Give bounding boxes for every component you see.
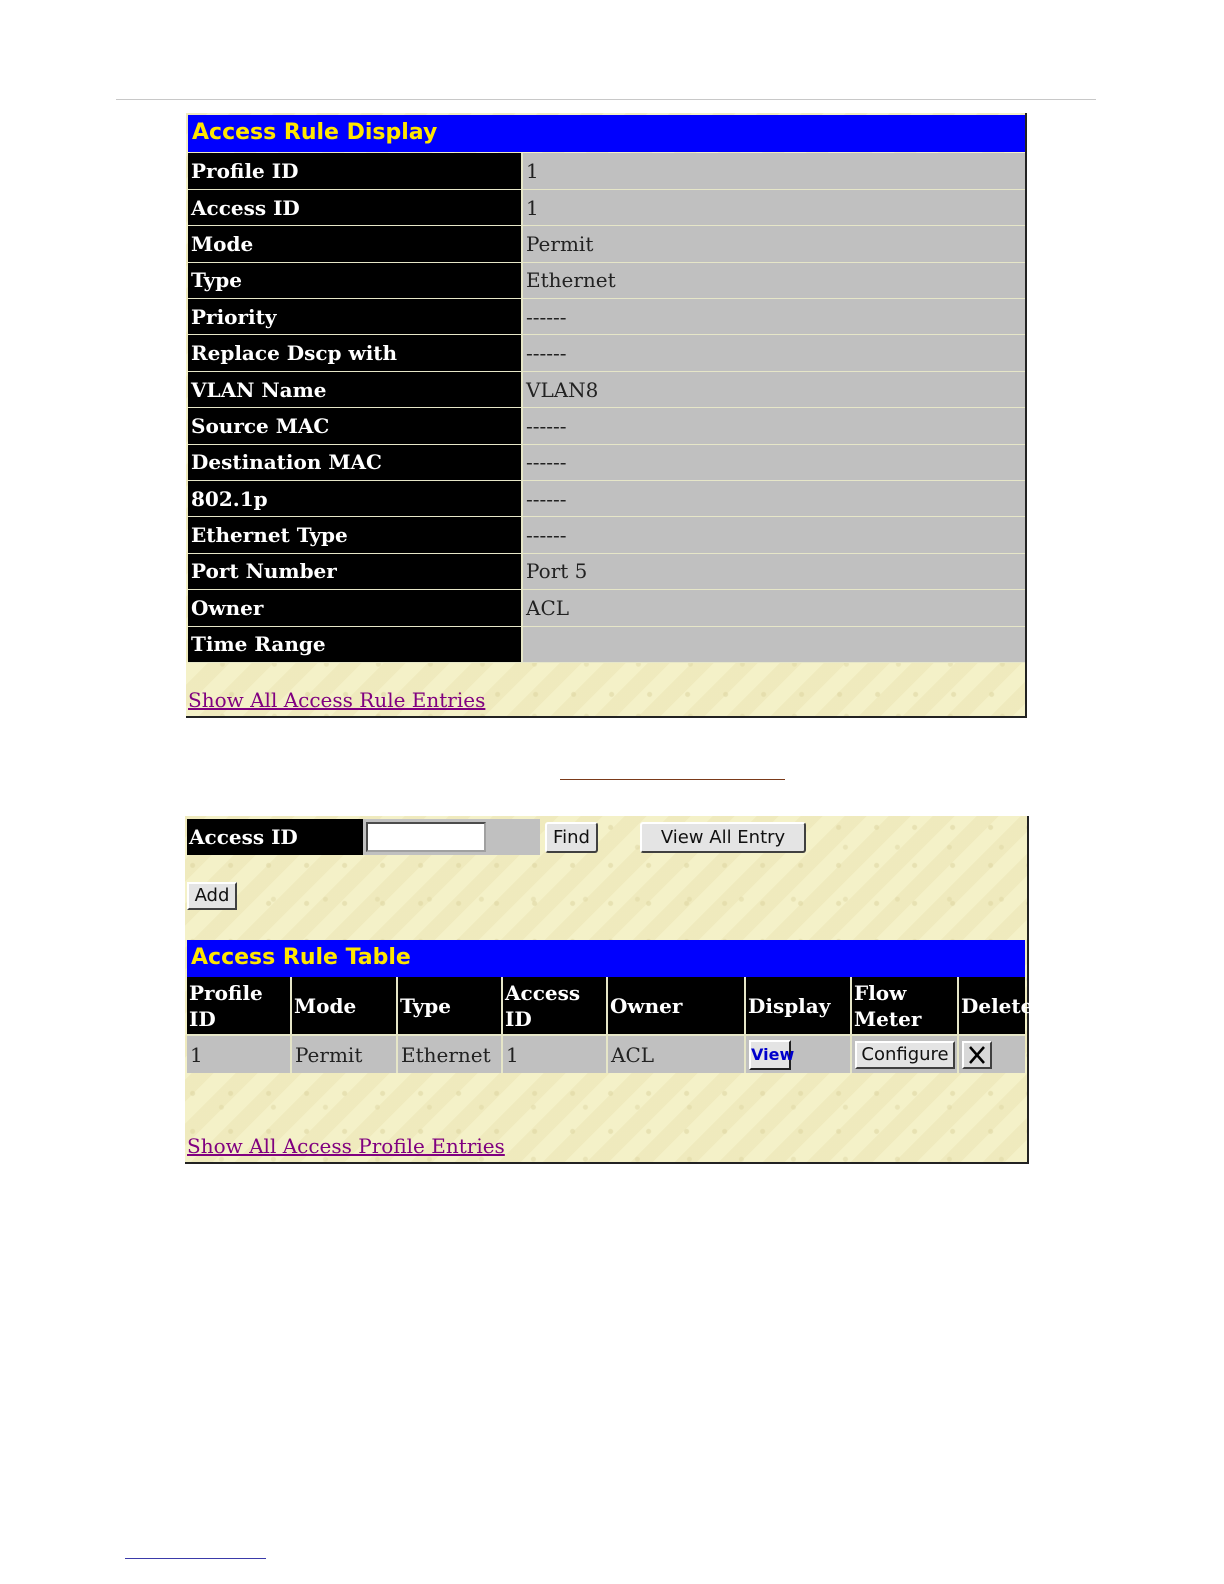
header-owner: Owner: [607, 977, 745, 1035]
header-profile-id: Profile ID: [187, 977, 291, 1035]
cell-profile-id: 1: [187, 1035, 291, 1073]
access-id-input[interactable]: [366, 822, 486, 852]
cell-display: [745, 1035, 851, 1073]
display-row-label: Mode: [188, 226, 522, 262]
header-flow-meter: [851, 977, 958, 1035]
display-row-value: 1: [522, 153, 1025, 189]
display-row-value: Port 5: [522, 553, 1025, 589]
display-row-value: 1: [522, 189, 1025, 225]
access-id-label: Access ID: [187, 819, 363, 855]
display-row-label: Time Range: [188, 626, 522, 662]
header-display: Display: [745, 977, 851, 1035]
cell-flow-meter: [851, 1035, 958, 1073]
display-row-value: ------: [522, 408, 1025, 444]
display-row-value: Ethernet: [522, 262, 1025, 298]
display-row: [188, 481, 1025, 517]
display-row: [188, 335, 1025, 371]
display-row-value: ------: [522, 335, 1025, 371]
header-flow-meter-line2: Meter: [854, 1006, 922, 1031]
display-row-value: VLAN8: [522, 371, 1025, 407]
access-rule-table-title: Access Rule Table: [187, 940, 1025, 977]
cell-access-id: 1: [502, 1035, 607, 1073]
display-row: [188, 189, 1025, 225]
display-row-label: Type: [188, 262, 522, 298]
display-row: [188, 517, 1025, 553]
add-button[interactable]: Add: [187, 882, 237, 910]
display-row-value: [522, 626, 1025, 662]
display-row-label: 802.1p: [188, 481, 522, 517]
page-top-divider: [116, 99, 1096, 100]
find-button[interactable]: Find: [545, 822, 598, 853]
cell-delete: [958, 1035, 1025, 1073]
header-flow-meter-line1: Flow: [854, 980, 907, 1005]
close-x-icon: [964, 1043, 990, 1067]
display-row-label: Destination MAC: [188, 444, 522, 480]
display-row: [188, 590, 1025, 626]
display-row: [188, 408, 1025, 444]
display-row: [188, 153, 1025, 189]
display-row-label: Profile ID: [188, 153, 522, 189]
configure-button[interactable]: Configure: [855, 1041, 955, 1069]
display-row-label: Owner: [188, 590, 522, 626]
view-all-entry-button[interactable]: View All Entry: [640, 822, 806, 853]
cell-mode: Permit: [291, 1035, 397, 1073]
access-rule-table: [187, 977, 1034, 1073]
delete-button[interactable]: [962, 1041, 992, 1069]
display-row: [188, 444, 1025, 480]
display-row: [188, 553, 1025, 589]
display-row-value: ------: [522, 444, 1025, 480]
cell-owner: ACL: [607, 1035, 745, 1073]
header-access-id: Access ID: [502, 977, 607, 1035]
display-row-label: Replace Dscp with: [188, 335, 522, 371]
access-rule-display-title: Access Rule Display: [188, 115, 1025, 152]
display-row-value: ------: [522, 481, 1025, 517]
display-row: [188, 371, 1025, 407]
access-rule-display-panel: [186, 113, 1027, 718]
display-row-value: ------: [522, 517, 1025, 553]
display-row-label: Access ID: [188, 189, 522, 225]
show-all-access-rule-entries-link[interactable]: Show All Access Rule Entries: [188, 688, 486, 712]
display-row: [188, 226, 1025, 262]
access-rule-display-table: [188, 153, 1025, 663]
display-row-value: ------: [522, 299, 1025, 335]
section-divider: [560, 779, 785, 780]
display-row-label: Port Number: [188, 553, 522, 589]
show-all-access-profile-entries-link[interactable]: Show All Access Profile Entries: [187, 1134, 505, 1158]
display-row-value: ACL: [522, 590, 1025, 626]
display-row-value: Permit: [522, 226, 1025, 262]
display-row-label: VLAN Name: [188, 371, 522, 407]
header-mode: Mode: [291, 977, 397, 1035]
page-bottom-divider: [125, 1558, 266, 1559]
cell-type: Ethernet: [397, 1035, 502, 1073]
display-row-label: Ethernet Type: [188, 517, 522, 553]
header-delete: Delete: [958, 977, 1025, 1035]
display-row-label: Priority: [188, 299, 522, 335]
header-type: Type: [397, 977, 502, 1035]
view-button[interactable]: View: [749, 1040, 791, 1070]
access-rule-table-panel: [185, 816, 1034, 1164]
display-row-label: Source MAC: [188, 408, 522, 444]
display-row: [188, 626, 1025, 662]
table-row: [187, 1035, 1025, 1073]
display-row: [188, 262, 1025, 298]
display-row: [188, 299, 1025, 335]
